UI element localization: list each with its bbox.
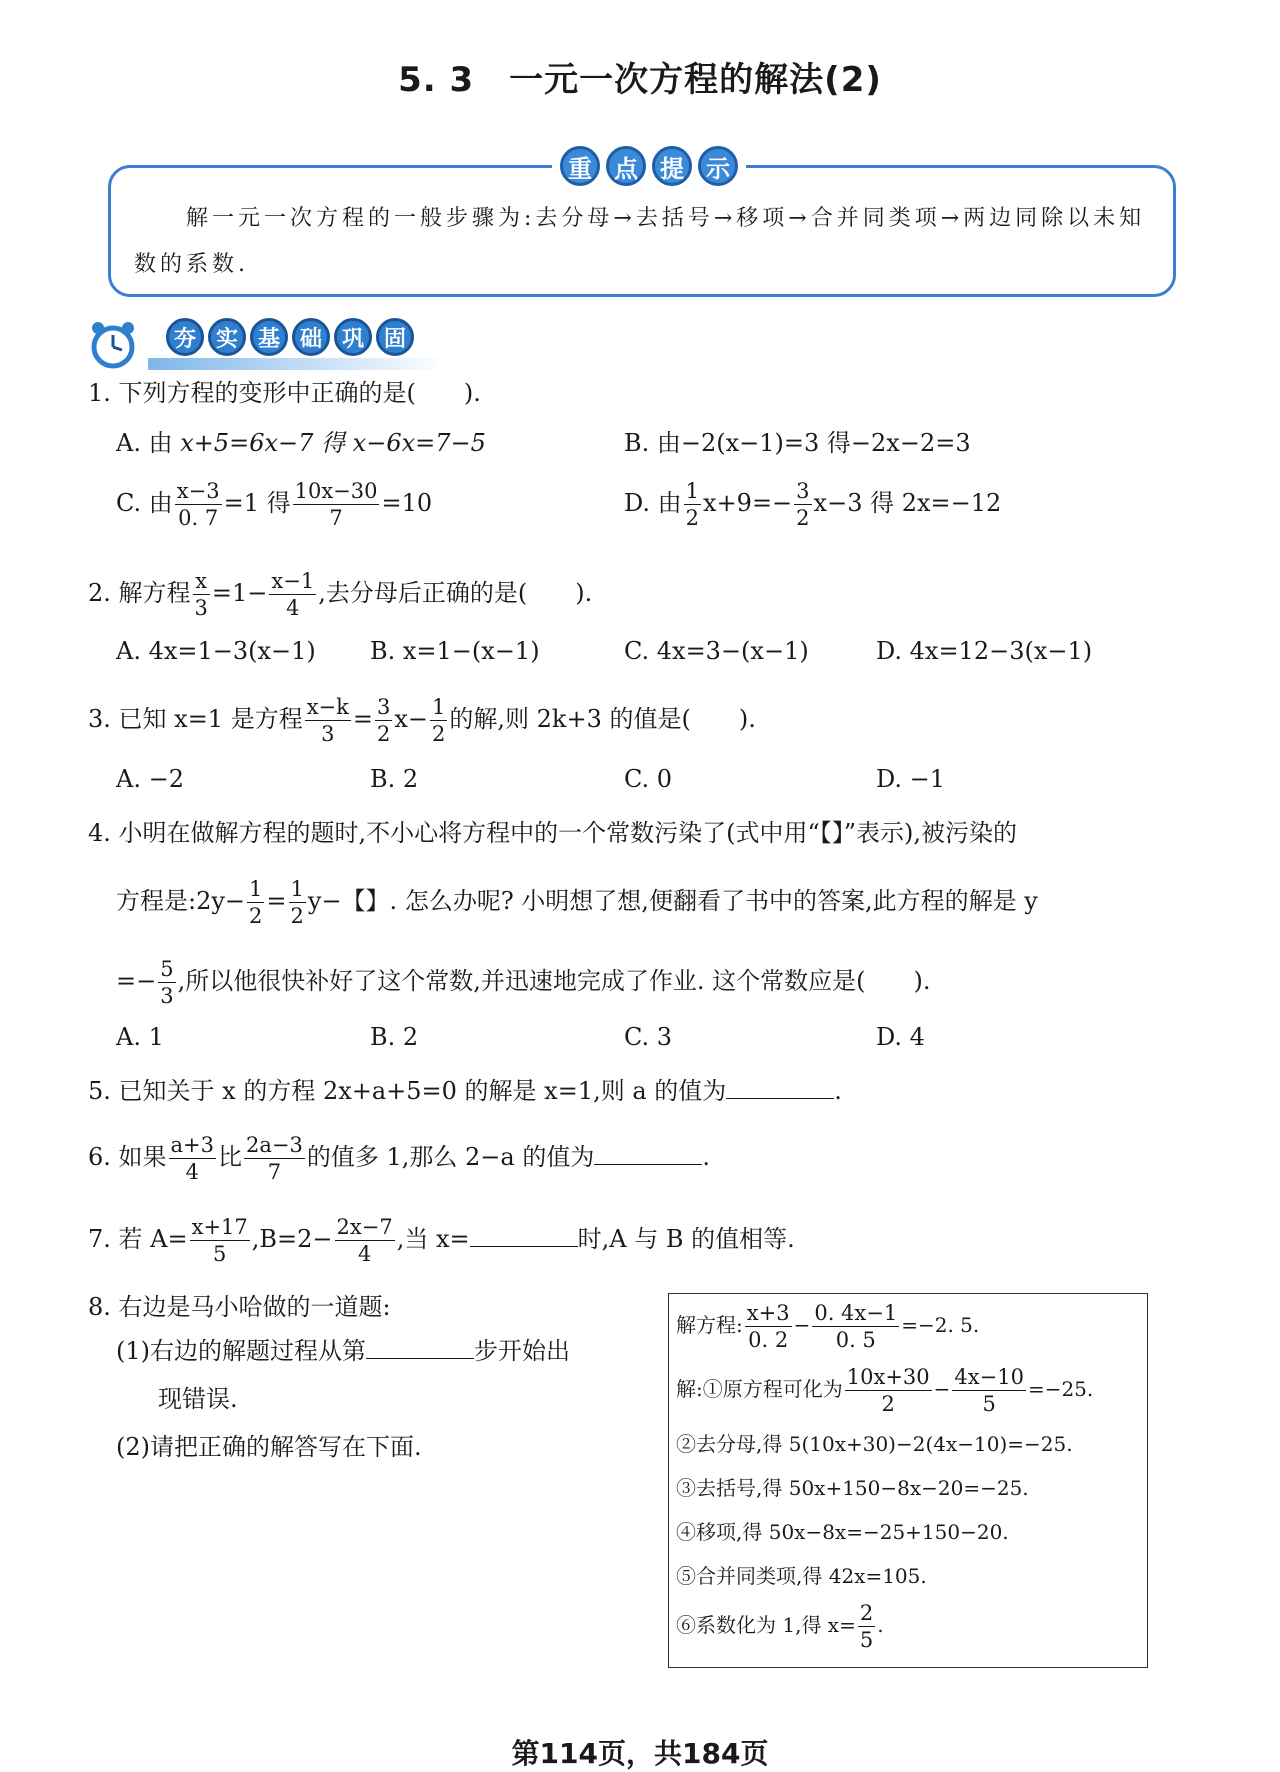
q2-option-d: D. 4x=12−3(x−1) [876, 637, 1093, 665]
q2-stem: 2. 解方程 $\frac{x}{3}$ =1− $\frac{x-1}{4}$ ,去分母后正确的是( ). [88, 569, 593, 620]
q1-stem: 1. 下列方程的变形中正确的是( ). [88, 379, 481, 407]
tip-badge: 示 [698, 146, 738, 186]
q4-option-d: D. 4 [876, 1023, 925, 1051]
q3-option-a: A. −2 [116, 765, 184, 793]
section-badges [166, 318, 414, 356]
q1-option-b: B. 由−2(x−1)=3 得−2x−2=3 [624, 429, 971, 457]
alarm-clock-icon [88, 320, 138, 370]
q4-line1: 4. 小明在做解方程的题时,不小心将方程中的一个常数污染了(式中用“【】”表示),被污染的 [88, 819, 1018, 847]
q8-step-blank[interactable] [366, 1334, 474, 1359]
q1-option-d: D. 由 $\frac{1}{2}$ x+9=− $\frac{3}{2}$ x−3 得 2x=−12 [624, 479, 1002, 530]
tip-badge: 重 [560, 146, 600, 186]
section-badge: 巩 [334, 318, 372, 356]
tip-badges [552, 146, 746, 186]
q6: 6. 如果 $\frac{a+3}{4}$ 比 $\frac{2a-3}{7}$ 的值多 1,那么 2−a 的值为 . [88, 1133, 710, 1184]
solution-step-6: ⑥系数化为 1,得 x= $\frac{2}{5}$ . [676, 1601, 884, 1652]
solution-step-1: 解:①原方程可化为 $\frac{10x+30}{2}$ − $\frac{4x-10}{5}$ =−25. [676, 1365, 1094, 1416]
q5-answer-blank[interactable] [726, 1074, 834, 1099]
q8-part1: (1)右边的解题过程从第 步开始出 [116, 1334, 570, 1368]
section-badge: 固 [376, 318, 414, 356]
tip-badge: 点 [606, 146, 646, 186]
q6-answer-blank[interactable] [594, 1140, 702, 1165]
q4-option-c: C. 3 [624, 1023, 673, 1051]
q2-option-a: A. 4x=1−3(x−1) [116, 637, 316, 665]
q3-stem: 3. 已知 x=1 是方程 $\frac{x-k}{3}$ = $\frac{3}{2}$ x− $\frac{1}{2}$ 的解,则 2k+3 的值是( ). [88, 695, 756, 746]
solution-step-5: ⑤合并同类项,得 42x=105. [676, 1564, 927, 1588]
page-footer: 第114页，共184页 [511, 1737, 769, 1770]
q1-option-c: C. 由 $\frac{x-3}{0. 7}$ =1 得 $\frac{10x-30}{7}$ =10 [116, 479, 433, 530]
q3-option-d: D. −1 [876, 765, 946, 793]
q3-option-c: C. 0 [624, 765, 673, 793]
q4-option-a: A. 1 [116, 1023, 164, 1051]
solution-equation: 解方程: $\frac{x+3}{0. 2}$ − $\frac{0. 4x-1}{0. 5}$ =−2. 5. [676, 1301, 980, 1352]
q8-stem: 8. 右边是马小哈做的一道题: [88, 1293, 391, 1321]
solution-step-2: ②去分母,得 5(10x+30)−2(4x−10)=−25. [676, 1432, 1073, 1456]
solution-step-3: ③去括号,得 50x+150−8x−20=−25. [676, 1476, 1029, 1500]
q8-part2: (2)请把正确的解答写在下面. [116, 1433, 422, 1461]
section-badge: 基 [250, 318, 288, 356]
q7: 7. 若 A= $\frac{x+17}{5}$ ,B=2− $\frac{2x-7}{4}$ ,当 x= 时,A 与 B 的值相等. [88, 1215, 795, 1266]
q7-answer-blank[interactable] [470, 1222, 578, 1247]
section-badge: 础 [292, 318, 330, 356]
solution-step-4: ④移项,得 50x−8x=−25+150−20. [676, 1520, 1009, 1544]
section-badge: 实 [208, 318, 246, 356]
q4-line2: 方程是:2y− $\frac{1}{2}$ = $\frac{1}{2}$ y−【】. 怎么办呢? 小明想了想,便翻看了书中的答案,此方程的解是 y [116, 877, 1038, 928]
q3-option-b: B. 2 [370, 765, 419, 793]
q2-option-b: B. x=1−(x−1) [370, 637, 540, 665]
page-title: 5. 3 一元一次方程的解法(2) [398, 60, 882, 100]
q1-option-a: A. 由 x+5=6x−7 得 x−6x=7−5 [116, 429, 486, 457]
q5: 5. 已知关于 x 的方程 2x+a+5=0 的解是 x=1,则 a 的值为 . [88, 1074, 842, 1108]
q8-part1-cont: 现错误. [158, 1385, 238, 1413]
q4-line3: =− $\frac{5}{3}$ ,所以他很快补好了这个常数,并迅速地完成了作业. 这个常数应是( ). [116, 957, 931, 1008]
tip-text: 解一元一次方程的一般步骤为:去分母→去括号→移项→合并同类项→两边同除以未知数的系数. [134, 206, 1146, 277]
q2-option-c: C. 4x=3−(x−1) [624, 637, 809, 665]
q4-option-b: B. 2 [370, 1023, 419, 1051]
tip-badge: 提 [652, 146, 692, 186]
section-badge: 夯 [166, 318, 204, 356]
